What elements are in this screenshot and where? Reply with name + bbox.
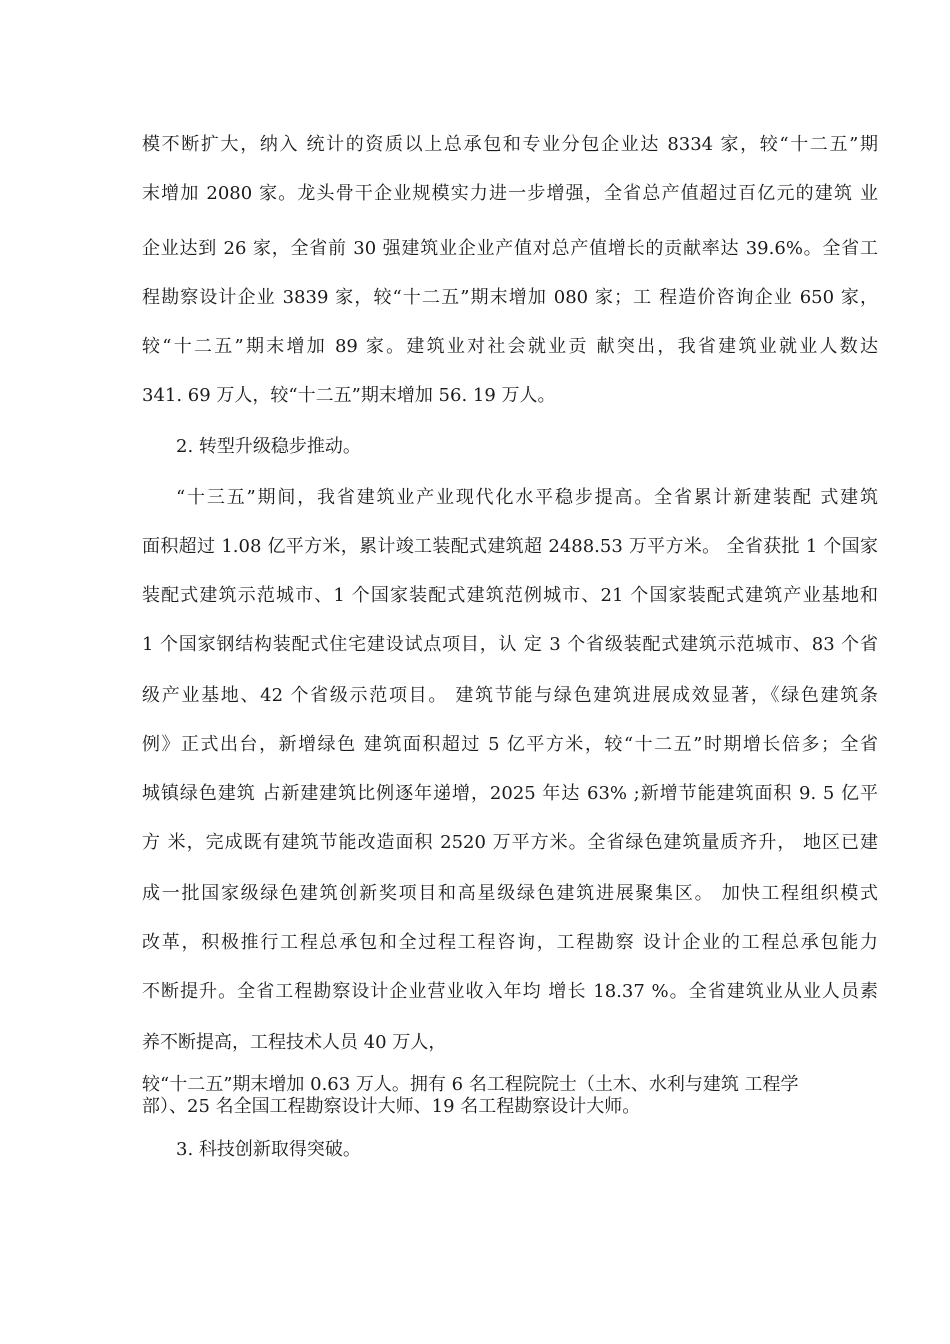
paragraph-3-line-2: 部）、25 名全国工程勘察设计大师、19 名工程勘察设计大师。: [142, 1096, 641, 1117]
paragraph-2-line-4: 1 个国家钢结构装配式住宅建设试点项目，认 定 3 个省级装配式建筑示范城市、83 个省: [142, 634, 878, 655]
paragraph-2-line-6: 例》正式出台，新增绿色 建筑面积超过 5 亿平方米，较“十二五”时期增长倍多；全省: [142, 734, 878, 755]
paragraph-2-line-12: 养不断提高，工程技术人员 40 万人，: [142, 1032, 447, 1053]
paragraph-2-line-7: 城镇绿色建筑 占新建建筑比例逐年递增，2025 年达 63% ;新增节能建筑面积 9. 5 亿平: [142, 783, 878, 804]
paragraph-2-line-9: 成一批国家级绿色建筑创新奖项目和高星级绿色建筑进展聚集区。 加快工程组织模式: [142, 883, 878, 904]
paragraph-2-line-11: 不断提升。全省工程勘察设计企业营业收入年均 增长 18.37 %。全省建筑业从业人员素: [142, 981, 878, 1002]
paragraph-1-line-6: 341. 69 万人，较“十二五”期末增加 56. 19 万人。: [142, 385, 556, 406]
paragraph-2-line-8: 方 米，完成既有建筑节能改造面积 2520 万平方米。全省绿色建筑量质齐升， 地区已建: [142, 832, 878, 853]
paragraph-2-line-2: 面积超过 1.08 亿平方米，累计竣工装配式建筑超 2488.53 万平方米。 全省获批 1 个国家: [142, 536, 878, 557]
section-heading-2: 2. 转型升级稳步推动。: [176, 436, 361, 457]
section-heading-3: 3. 科技创新取得突破。: [176, 1139, 361, 1160]
paragraph-1-line-3: 企业达到 26 家，全省前 30 强建筑业企业产值对总产值增长的贡献率达 39.6%。全省工: [142, 238, 878, 259]
paragraph-3-line-1: 较“十二五”期末增加 0.63 万人。拥有 6 名工程院院士（土木、水利与建筑 工程学: [142, 1074, 799, 1095]
paragraph-1-line-4: 程勘察设计企业 3839 家，较“十二五”期末增加 080 家；工 程造价咨询企业 650 家，: [142, 287, 878, 308]
paragraph-1-line-5: 较“十二五”期末增加 89 家。建筑业对社会就业贡 献突出，我省建筑业就业人数达: [142, 336, 878, 357]
paragraph-2-line-1: “十三五”期间，我省建筑业产业现代化水平稳步提高。全省累计新建装配 式建筑: [176, 487, 878, 508]
paragraph-2-line-3: 装配式建筑示范城市、1 个国家装配式建筑范例城市、21 个国家装配式建筑产业基地和: [142, 585, 878, 606]
paragraph-1-line-1: 模不断扩大，纳入 统计的资质以上总承包和专业分包企业达 8334 家，较“十二五”期: [142, 134, 878, 155]
paragraph-1-line-2: 末增加 2080 家。龙头骨干企业规模实力进一步增强，全省总产值超过百亿元的建筑 业: [142, 183, 878, 204]
paragraph-2-line-10: 改革，积极推行工程总承包和全过程工程咨询，工程勘察 设计企业的工程总承包能力: [142, 932, 878, 953]
paragraph-2-line-5: 级产业基地、42 个省级示范项目。 建筑节能与绿色建筑进展成效显著，《绿色建筑条: [142, 685, 878, 706]
